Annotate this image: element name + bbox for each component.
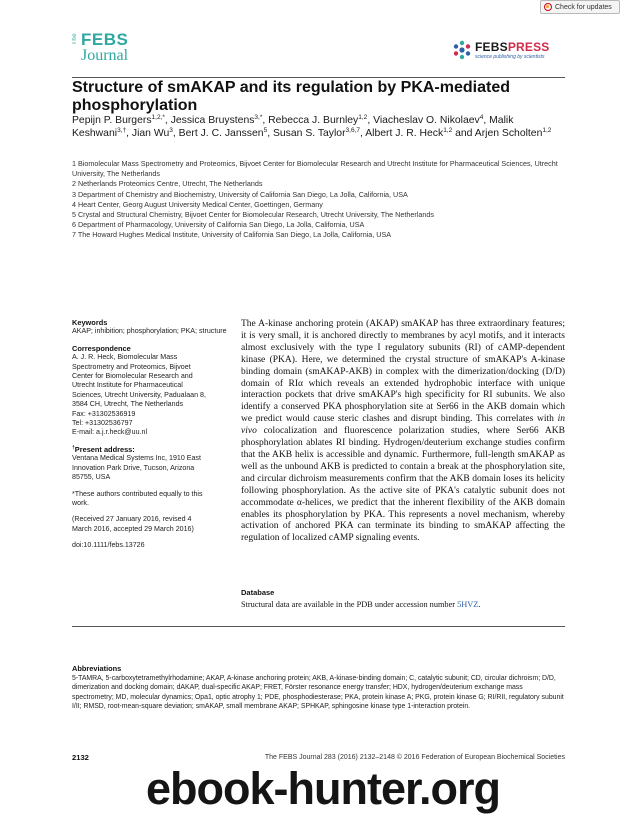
- received-date-line: (Received 27 January 2016, revised 4: [72, 515, 192, 524]
- affiliation-item: 3 Department of Chemistry and Biochemistry, University of California San Diego, La Jolla, California, USA: [72, 189, 408, 199]
- author-affiliation-marker: 1,2: [358, 114, 368, 121]
- press-name: [475, 40, 550, 54]
- keywords-text: AKAP; inhibition; phosphorylation; PKA; structure: [72, 327, 227, 336]
- present-address-line: Ventana Medical Systems Inc, 1910 East: [72, 454, 201, 463]
- abstract-text: The A-kinase anchoring protein (AKAP) smAKAP has three extraordinary features; it is very small, it is anchored directly to membranes by acyl motifs, and it interacts almost exclusively with the type I regulatory subunits (RI) of cAMP-dependent kinase (PKA). Here, we determined the crystal structure of smAKAP's A-kinase binding domain (smAKAP-AKB) in complex with the dimerization/docking (D/D) domain of RIα which reveals an extended hydrophobic interface with unique interaction pockets that drive smAKAP's high specificity for RI subunits. We also identify a conserved PKA phosphorylation site at Ser66 in the AKB domain which we predict would cause steric clashes and disrupt binding. This correlates with in vivo colocalization and fluorescence polarization studies, where Ser66 AKB phosphorylation ablates RI binding. Hydrogen/deuterium exchange studies confirm that the AKB helix is accessible and dynamic. Furthermore, full-length smAKAP as well as the unbound AKB is predicted to contain a break at the phosphorylation site, and circular dichroism measurements confirm that the AKB domain loses its helicity following phosphorylation. As the active site of PKA's catalytic subunit does not accommodate α-helices, we predict that the inherent flexibility of the AKB domain enables its phosphorylation by PKA. This represents a novel mechanism, whereby activation of anchored PKA can terminate its binding to smAKAP affecting the regulation of localized cAMP signaling events.: [241, 319, 565, 544]
- received-dates: [72, 515, 230, 534]
- affiliation-item: 4 Heart Center, Georg August University Medical Center, Goettingen, Germany: [72, 199, 323, 209]
- footer-citation: The FEBS Journal 283 (2016) 2132–2148 © 2016 Federation of European Biochemical Societies: [264, 754, 565, 761]
- press-name-b: PRESS: [507, 40, 550, 54]
- author-name: Pepijn P. Burgers: [72, 115, 152, 126]
- present-address-mark: †: [72, 444, 75, 451]
- received-date-line: March 2016, accepted 29 March 2016): [72, 524, 194, 533]
- author-affiliation-marker: 3,6,7: [345, 127, 361, 134]
- present-address-text: [72, 454, 230, 482]
- affiliation-item: 5 Crystal and Structural Chemistry, Bijvoet Center for Biomolecular Research, Utrecht University, The Netherlands: [72, 210, 434, 220]
- article-title: Structure of smAKAP and its regulation by PKA-mediated phosphorylation: [72, 79, 510, 114]
- author-affiliation-marker: 4: [479, 114, 484, 121]
- keywords-heading: Keywords: [72, 318, 108, 327]
- author-affiliation-marker: 3: [169, 127, 173, 134]
- author-name: Jian Wu: [131, 128, 170, 139]
- equal-contribution-note: [72, 490, 230, 509]
- abbreviations-block: [72, 664, 565, 711]
- database-heading: Database: [241, 588, 275, 597]
- author-affiliation-marker: 5: [263, 127, 268, 134]
- crossmark-icon: [544, 3, 552, 11]
- author-name: Malik Keshwani: [72, 115, 514, 139]
- header-divider: [72, 77, 565, 78]
- febs-press-logo: [452, 38, 567, 64]
- author-name: Arjen Scholten: [474, 128, 543, 139]
- watermark-text: ebook-hunter.org: [146, 763, 500, 814]
- press-name-a: FEBS: [475, 40, 508, 54]
- correspondence-block: [72, 344, 230, 438]
- correspondence-line: A. J. R. Heck, Biomolecular Mass: [72, 353, 178, 362]
- logo-journal-text: Journal: [81, 47, 129, 64]
- database-text: Structural data are available in the PDB under accession number 5HVZ.: [241, 600, 481, 609]
- author-affiliation-marker: 1,2,*: [151, 114, 165, 121]
- author-list: Pepijn P. Burgers$^{1,2,*}$, Jessica Bruystens$^{3,*}$, Rebecca J. Burnley$^{1,2}$, Viacheslav O. Nikolaev$^4$, Malik Keshwani$^{3,\dagger}$, Jian Wu$^3$, Bert J. C. Janssen$^5$, Susan S. Taylor$^{3,6,7}$, Albert J. R. Heck$^{1,2}$ and Arjen Scholten$^{1,2}$: [72, 114, 552, 139]
- check-for-updates-button[interactable]: [540, 0, 620, 14]
- febs-press-dots-icon: [452, 40, 472, 60]
- affiliation-item: 6 Department of Pharmacology, University of California San Diego, La Jolla, California, USA: [72, 220, 365, 230]
- present-address-line: Innovation Park Drive, Tucson, Arizona: [72, 463, 195, 472]
- correspondence-line: Fax: +31302536919: [72, 409, 136, 418]
- correspondence-line: Center for Biomolecular Research and: [72, 372, 193, 381]
- present-address-line: 85755, USA: [72, 473, 111, 482]
- present-address-heading: Present address:: [74, 444, 135, 454]
- affiliation-list: [72, 159, 565, 241]
- author-name: Jessica Bruystens: [170, 115, 255, 126]
- article-sidebar: [72, 318, 230, 558]
- correspondence-heading: Correspondence: [72, 343, 131, 353]
- febs-journal-logo: [72, 30, 142, 66]
- abbreviations-heading: Abbreviations: [72, 664, 122, 673]
- affiliation-item: 1 Biomolecular Mass Spectrometry and Proteomics, Bijvoet Center for Biomolecular Research and Utrecht Institute for Pharmaceutical Sciences, Utrecht University, The Netherlands: [72, 159, 558, 179]
- logo-febs-text: FEBS: [81, 30, 129, 49]
- database-sentence: Structural data are available in the PDB under accession number: [241, 600, 456, 609]
- logo-the-text: The: [72, 33, 78, 45]
- keywords-block: [72, 318, 230, 337]
- author-name: Albert J. R. Heck: [365, 128, 444, 139]
- abbreviations-text: 5-TAMRA, 5-carboxytetramethylrhodamine; AKAP, A-kinase anchoring protein; AKB, A-kinase-binding domain; C, catalytic subunit; CD, circular dichroism; D/D, dimerization and docking domain; dAKAP, dual-specific AKAP; FRET, Förster resonance energy transfer; HDX, hydrogen/deuterium exchange mass spectrometry; MD, molecular dynamics; Opa1, optic atrophy 1; PDE, phosphodiesterase; PKA, protein kinase A; PKG, protein kinase G; RI/RII, regulatory subunit I/II; RMSD, root-mean-square deviation; smAKAP, small membrane AKAP; SPHKAP, sphingosine kinase type 1-interaction protein.: [72, 675, 564, 710]
- present-address-block: [72, 445, 230, 483]
- correspondence-line: 3584 CH, Utrecht, The Netherlands: [72, 400, 184, 409]
- correspondence-line: Tel: +31302536797: [72, 419, 133, 428]
- correspondence-line: Spectrometry and Proteomics, Bijvoet: [72, 362, 191, 371]
- correspondence-line: Sciences, Utrecht University, Padualaan 8,: [72, 390, 206, 399]
- author-affiliation-marker: 1,2: [443, 127, 453, 134]
- pdb-accession-link[interactable]: 5HVZ: [457, 600, 479, 609]
- abstract-divider: [72, 626, 565, 627]
- check-for-updates-label: Check for updates: [555, 3, 612, 11]
- correspondence-line: E-mail: a.j.r.heck@uu.nl: [72, 428, 148, 437]
- equal-contribution-line: *These authors contributed equally to this: [72, 489, 203, 498]
- author-affiliation-marker: 1,2: [542, 127, 552, 134]
- affiliation-item: 2 Netherlands Proteomics Centre, Utrecht, The Netherlands: [72, 179, 263, 189]
- press-tagline: science publishing by scientists: [475, 54, 545, 60]
- author-affiliation-marker: 3,†: [117, 127, 127, 134]
- page-number: 2132: [72, 753, 89, 762]
- author-name: Viacheslav O. Nikolaev: [373, 115, 480, 126]
- correspondence-address: [72, 353, 230, 438]
- doi-text[interactable]: doi:10.1111/febs.13726: [72, 541, 145, 550]
- author-name: Rebecca J. Burnley: [268, 115, 359, 126]
- correspondence-line: Utrecht Institute for Pharmaceutical: [72, 381, 183, 390]
- author-affiliation-marker: 3,*: [254, 114, 263, 121]
- equal-contribution-line: work.: [72, 498, 89, 507]
- affiliation-item: 7 The Howard Hughes Medical Institute, University of California San Diego, La Jolla, California, USA: [72, 230, 392, 240]
- abstract-italic: in vivo: [241, 414, 565, 437]
- author-name: Bert J. C. Janssen: [178, 128, 264, 139]
- author-name: Susan S. Taylor: [272, 128, 346, 139]
- database-block: [241, 588, 565, 610]
